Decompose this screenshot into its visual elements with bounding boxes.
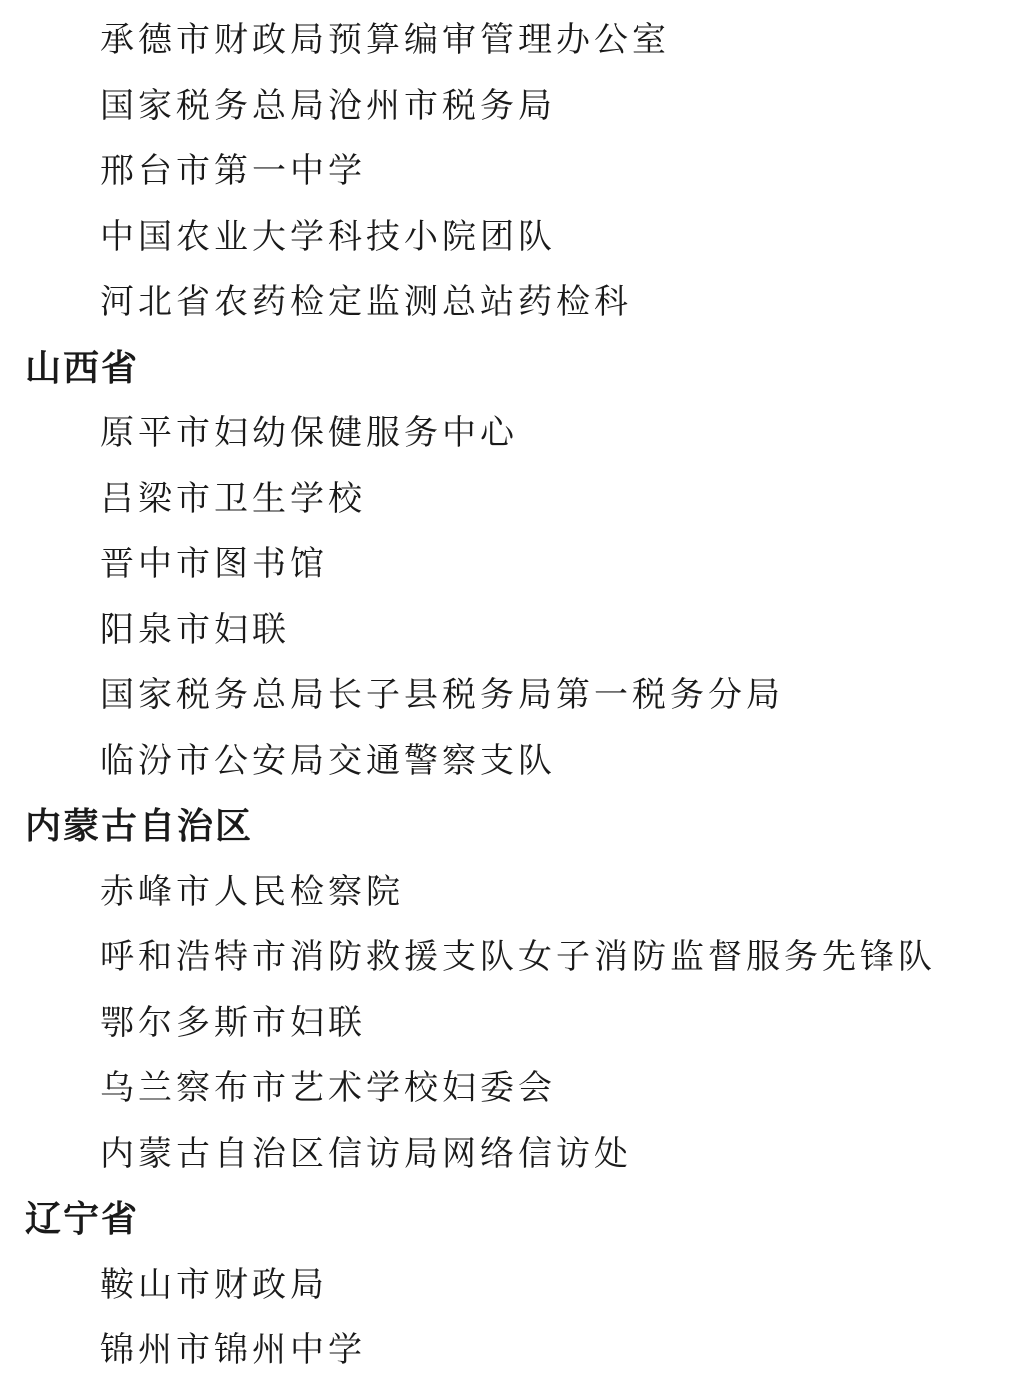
section-liaoning — [0, 1187, 1025, 1384]
org-list-item: 中国农业大学科技小院团队 — [100, 216, 556, 257]
section-header-shanxi: 山西省 — [25, 347, 140, 389]
org-list-item: 呼和浩特市消防救援支队女子消防监督服务先锋队 — [100, 937, 936, 977]
org-list-item: 阳泉市妇联 — [100, 609, 290, 650]
section-header-liaoning: 辽宁省 — [25, 1199, 140, 1240]
org-list-item: 承德市财政局预算编审管理办公室 — [100, 20, 670, 60]
org-list-item: 晋中市图书馆 — [100, 544, 328, 584]
org-list-item: 锦州市锦州中学 — [100, 1330, 366, 1370]
section-shanxi — [0, 336, 1025, 795]
section-header-neimenggu: 内蒙古自治区 — [25, 806, 254, 847]
section-neimenggu — [0, 794, 1025, 1187]
section-hebei-continued — [0, 8, 1025, 336]
org-list-item: 鄂尔多斯市妇联 — [100, 1002, 366, 1043]
org-list-item: 河北省农药检定监测总站药检科 — [100, 282, 632, 322]
org-list-item: 鞍山市财政局 — [100, 1264, 328, 1305]
org-list-item: 邢台市第一中学 — [100, 151, 366, 191]
org-list-item: 原平市妇幼保健服务中心 — [100, 413, 518, 453]
org-list-item: 国家税务总局长子县税务局第一税务分局 — [100, 675, 784, 715]
org-list-item: 内蒙古自治区信访局网络信访处 — [100, 1133, 632, 1174]
org-list-item: 国家税务总局沧州市税务局 — [100, 85, 556, 126]
org-list-item: 赤峰市人民检察院 — [100, 871, 404, 912]
org-list-item: 乌兰察布市艺术学校妇委会 — [100, 1068, 556, 1108]
org-list-item: 吕梁市卫生学校 — [100, 478, 366, 519]
org-list-item: 临汾市公安局交通警察支队 — [100, 740, 556, 781]
